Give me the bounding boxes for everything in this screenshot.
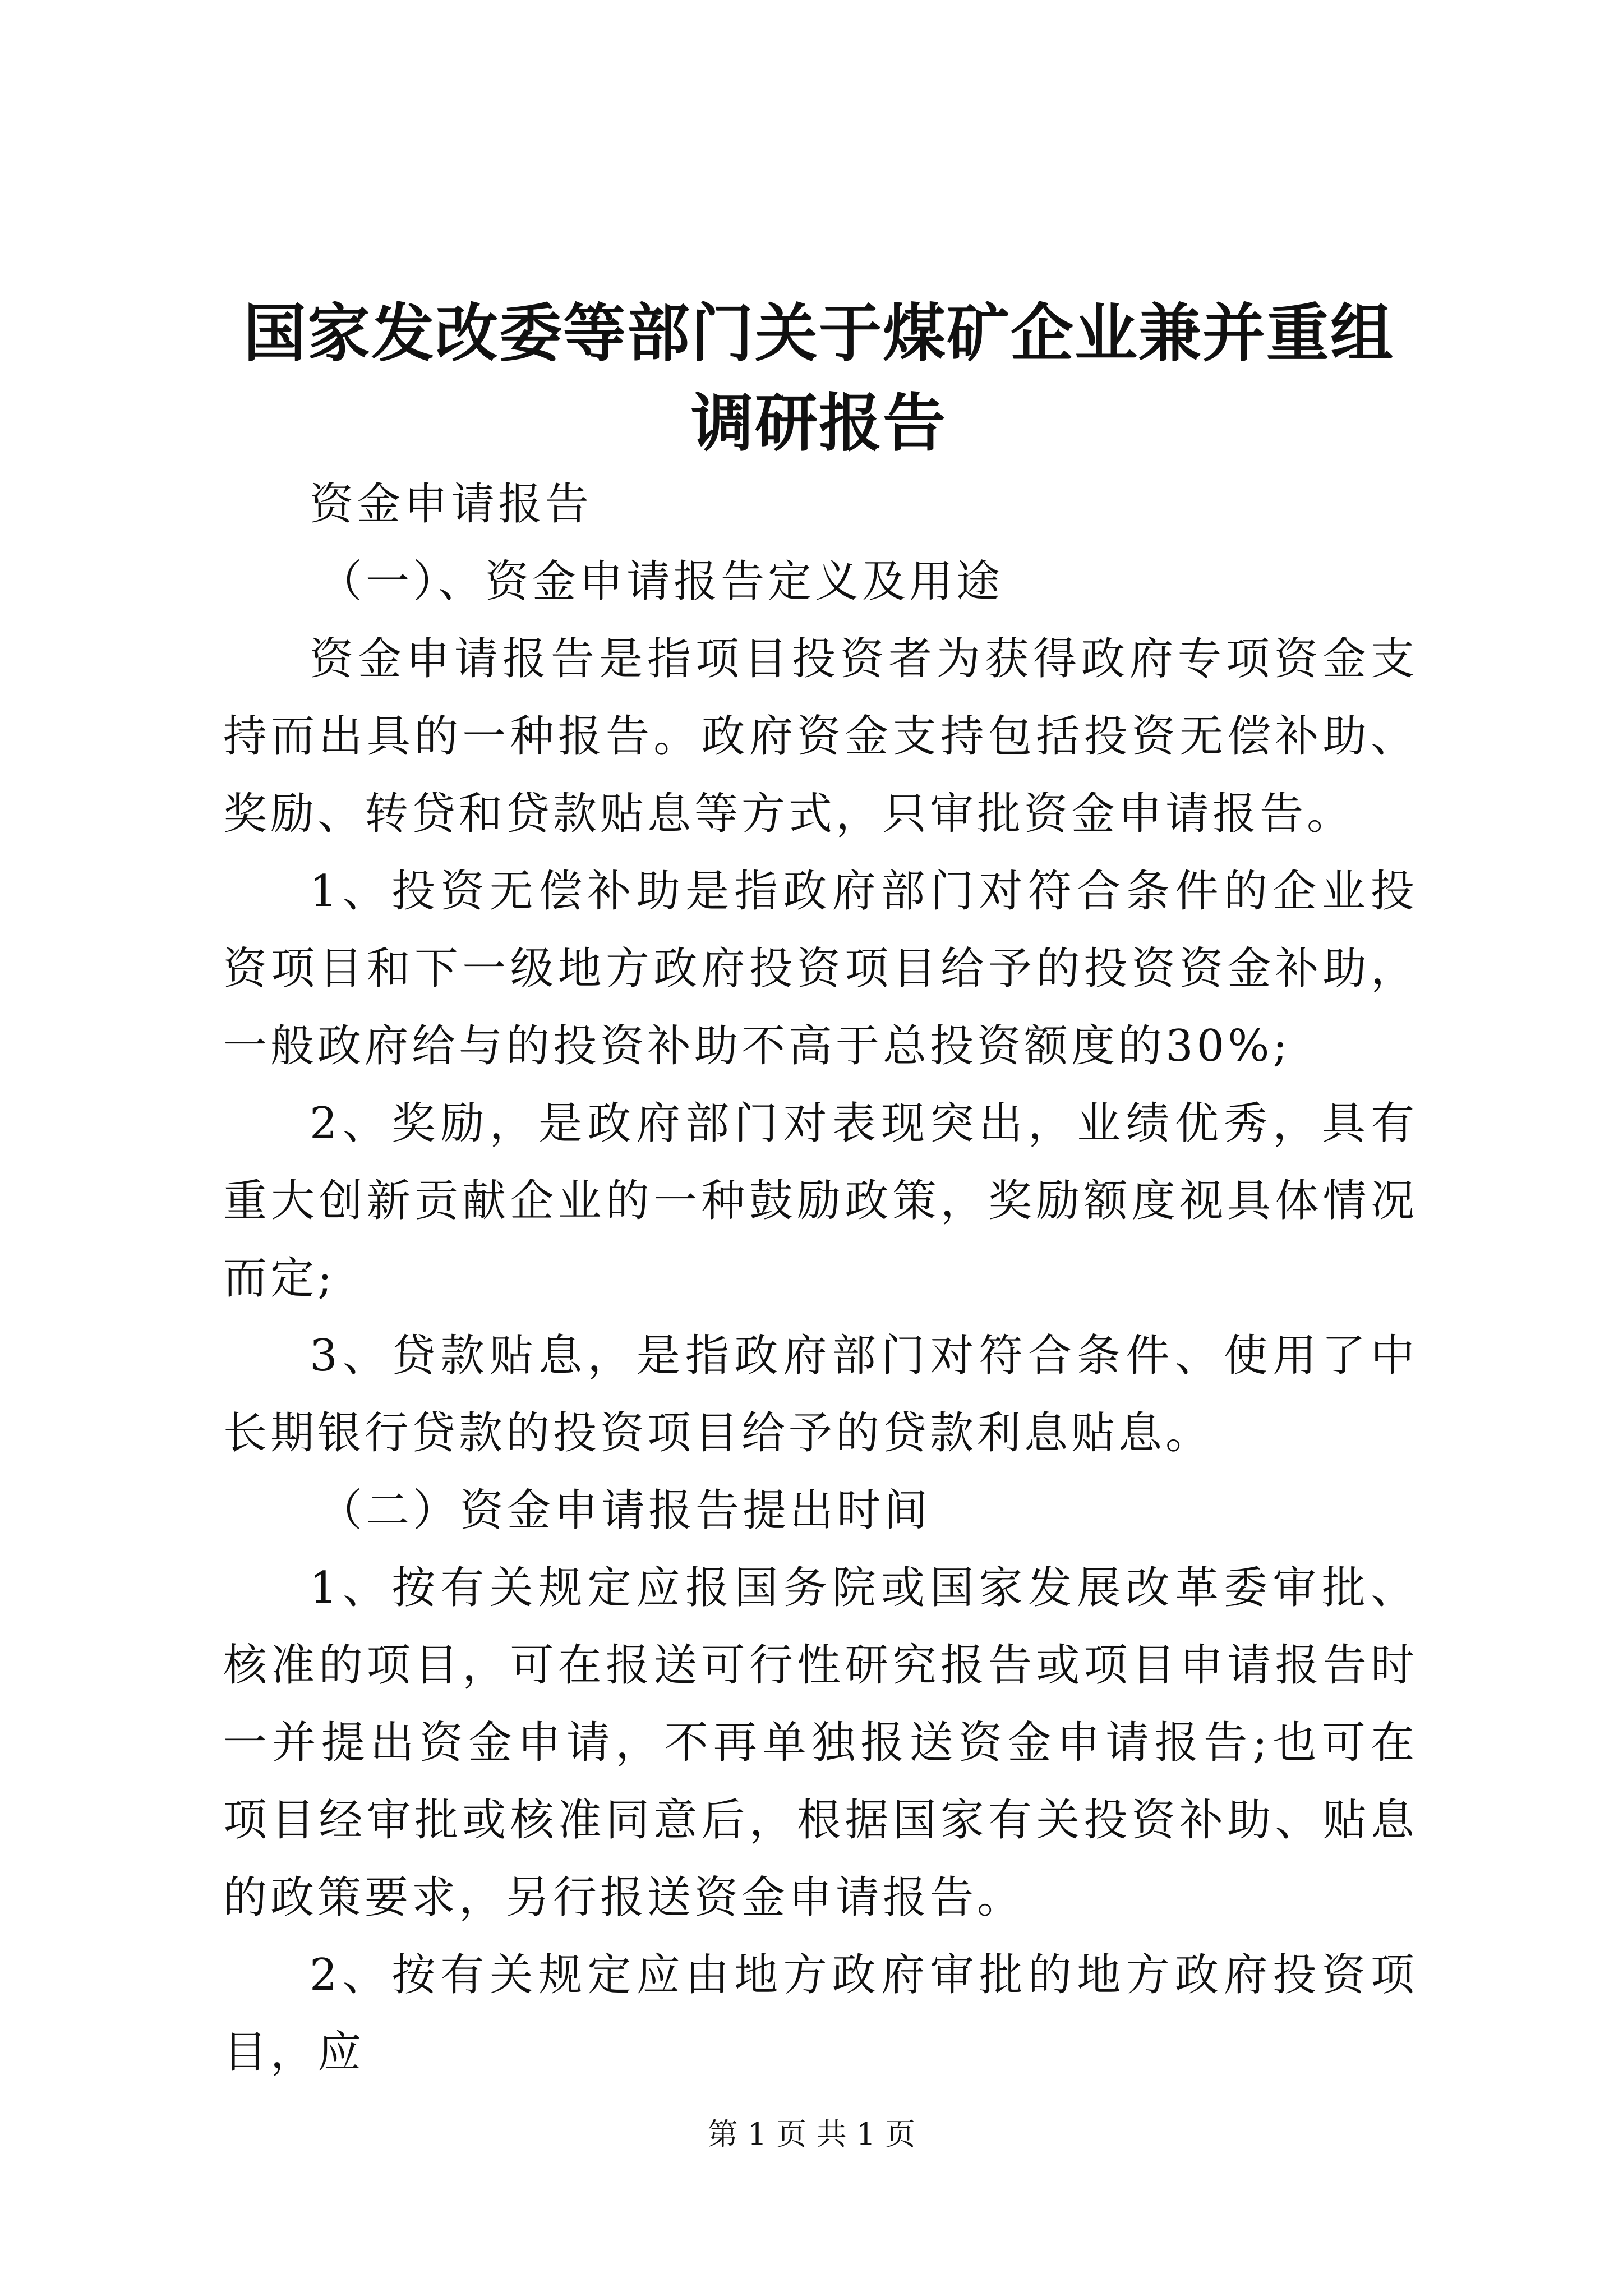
page-number-footer: 第 1 页 共 1 页 <box>707 2116 916 2152</box>
document-title: 国家发改委等部门关于煤矿企业兼并重组调研报告 <box>243 297 1394 461</box>
body-paragraph: 2、奖励，是政府部门对表现突出，业绩优秀，具有重大创新贡献企业的一种鼓励政策，奖励额度视具体情况而定; <box>223 1098 1418 1304</box>
document-body <box>223 466 1418 2091</box>
body-paragraph: 2、按有关规定应由地方政府审批的地方政府投资项目，应 <box>223 1950 1418 2078</box>
body-paragraph: 资金申请报告是指项目投资者为获得政府专项资金支持而出具的一种报告。政府资金支持包括投资无偿补助、奖励、转贷和贷款贴息等方式，只审批资金申请报告。 <box>223 634 1418 839</box>
subsection-heading: （一）、资金申请报告定义及用途 <box>319 556 1004 607</box>
body-paragraph: 1、按有关规定应报国务院或国家发展改革委审批、核准的项目，可在报送可行性研究报告或项目申请报告时一并提出资金申请，不再单独报送资金申请报告;也可在项目经审批或核准同意后，根据国家有关投资补助、贴息的政策要求，另行报送资金申请报告。 <box>223 1563 1418 1923</box>
section-heading: 资金申请报告 <box>310 479 593 530</box>
subsection-heading: （二）资金申请报告提出时间 <box>319 1485 932 1536</box>
body-paragraph: 3、贷款贴息，是指政府部门对符合条件、使用了中长期银行贷款的投资项目给予的贷款利息贴息。 <box>223 1331 1418 1458</box>
body-paragraph: 1、投资无偿补助是指政府部门对符合条件的企业投资项目和下一级地方政府投资项目给予的投资资金补助，一般政府给与的投资补助不高于总投资额度的30%; <box>223 866 1418 1071</box>
